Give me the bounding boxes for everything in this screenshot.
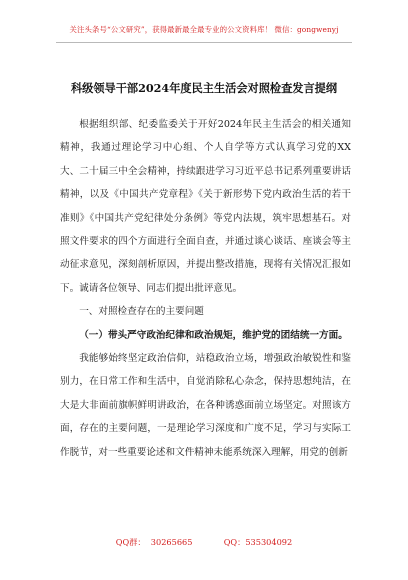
footer-qq-number: QQ：535304092	[223, 537, 293, 547]
header-divider	[56, 42, 352, 43]
document-title: 科级领导干部2024年度民主生活会对照检查发言提纲	[70, 81, 338, 95]
section-heading: 一、对照检查存在的主要问题	[79, 306, 204, 318]
footer-qq-group: QQ群： 30265665	[115, 537, 193, 547]
document-body	[60, 113, 351, 464]
subsection-heading: （一）带头严守政治纪律和政治规矩，维护党的团结统一方面。	[79, 329, 348, 341]
intro-paragraph: 根据组织部、纪委监委关于开好2024年民主生活会的相关通知精神，我通过理论学习中心组、个人自学等方式认真学习党的XX大、二十届三中全会精神，持续跟进学习习近平总书记系列重要讲话精神，以及《中国共产党章程》《关于新形势下党内政治生活的若干准则》《中国共产党纪律处分条例》等党内法规，筑牢思想基石。对照文件要求的四个方面进行全面自查，并通过谈心谈话、座谈会等主动征求意见，深刻剖析原因，并提出整改措施，现将有关情况汇报如下。诚请各位领导、同志们提出批评意见。	[60, 119, 351, 294]
footer-contact	[0, 537, 408, 548]
body-paragraph: 我能够始终坚定政治信仰，站稳政治立场，增强政治敏锐性和鉴别力，在日常工作和生活中，自觉消除私心杂念，保持思想纯洁，在大是大非面前旗帜鲜明讲政治，在各种诱惑面前立场坚定。对照该方面，存在的主要问题，一是理论学习深度和广度不足，学习与实际工作脱节，对一些重要论述和文件精神未能系统深入理解，用党的创新	[60, 353, 351, 458]
header-banner: 关注头条号“公文研究”，获得最新最全最专业的公文资料库！ 微信：gongwenyj	[69, 25, 339, 34]
